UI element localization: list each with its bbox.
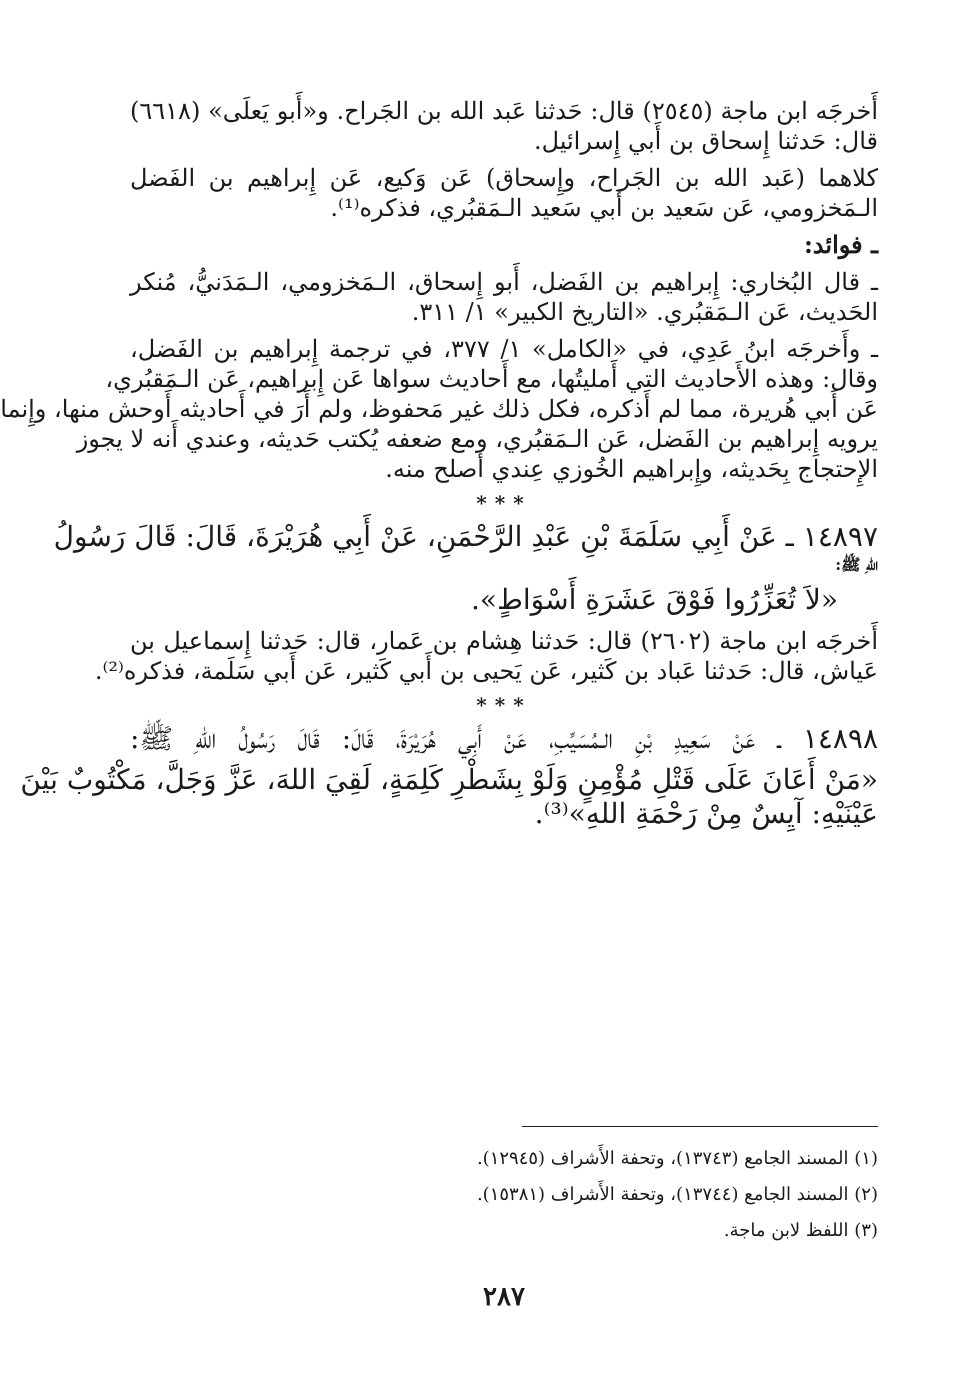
hadith-matn: «مَنْ أَعَانَ عَلَى قَتْلِ مُؤْمِنٍ وَلَوْ بِشَطْرِ كَلِمَةٍ، لَقِيَ اللهَ، عَزَّ وَجَلَّ، مَكْتُوبٌ بَيْنَ: [20, 763, 878, 796]
hadith-matn: «لاَ تُعَزِّرُوا فَوْقَ عَشَرَةِ أَسْوَاطٍ».: [470, 583, 838, 616]
section-heading-fawaid: ـ فوائد:: [803, 230, 878, 259]
hadith-number: ١٤٨٩٧: [802, 520, 878, 553]
body-line: عَن أَبي هُريرة، مما لم أَذكره، فكل ذلك غير مَحفوظ، ولم أَرَ في أَحاديثه أَوحش منها، وإِنما: [0, 395, 878, 423]
section-divider: ***: [476, 693, 532, 717]
hadith-matn: عَيْنَيْهِ: آيِسٌ مِنْ رَحْمَةِ اللهِ»⁽³⁾.: [534, 797, 878, 830]
hadith-isnad: ـ عَنْ سَعِيدِ بْنِ الـمُسَيِّبِ، عَنْ أَبِي هُرَيْرَةَ، قَالَ: قَالَ رَسُولُ اللهِ ﷺ:: [130, 722, 781, 755]
body-line: قال: حَدثنا إِسحاق بن أَبي إِسرائيل.: [533, 127, 878, 155]
page-body: [0, 96, 879, 831]
hadith-isnad-continuation: اللهِ ﷺ:: [835, 555, 878, 574]
takhrij-line: عَياش، قال: حَدثنا عَباد بن كَثير، عَن يَحيى بن أَبي كَثير، عَن أَبي سَلَمة، فذكره⁽²⁾.: [94, 657, 878, 685]
hadith-number: ١٤٨٩٨: [802, 722, 879, 755]
hadith-isnad: ـ عَنْ أَبِي سَلَمَةَ بْنِ عَبْدِ الرَّحْمَنِ، عَنْ أَبِي هُرَيْرَةَ، قَالَ: قَالَ رَسُولُ: [53, 520, 794, 553]
footnote-separator: [522, 1126, 878, 1127]
body-line: ـ قال البُخاري: إِبراهيم بن الفَضل، أَبو إِسحاق، الـمَخزومي، الـمَدَنيُّ، مُنكر: [130, 268, 879, 296]
body-line: كلاهما (عَبد الله بن الجَراح، وإِسحاق) عَن وَكيع، عَن إِبراهيم بن الفَضل: [130, 164, 878, 192]
footnotes: [130, 1126, 878, 1255]
footnote: (٣) اللفظ لابن ماجة.: [723, 1220, 878, 1241]
footnote: (٢) المسند الجامع (١٣٧٤٤)، وتحفة الأَشراف (١٥٣٨١).: [476, 1184, 878, 1205]
takhrij-line: أَخرجَه ابن ماجة (٢٦٠٢) قال: حَدثنا هِشام بن عَمار، قال: حَدثنا إِسماعيل بن: [130, 627, 878, 655]
body-line: ـ وأَخرجَه ابنُ عَدِي، في «الكامل» ١/ ٣٧٧، في ترجمة إِبراهيم بن الفَضل،: [130, 335, 878, 363]
hadith-heading: [53, 520, 878, 554]
section-divider: ***: [476, 491, 532, 515]
body-line: أَخرجَه ابن ماجة (٢٥٤٥) قال: حَدثنا عَبد الله بن الجَراح. و«أَبو يَعلَى» (٦٦١٨): [130, 97, 878, 125]
body-line: الـمَخزومي، عَن سَعيد بن أَبي سَعيد الـمَقبُري، فذكره⁽¹⁾.: [330, 194, 878, 222]
hadith-heading: [130, 722, 878, 756]
page-number: ٢٨٧: [483, 1282, 525, 1312]
body-line: الإِحتجاج بِحَديثه، وإِبراهيم الخُوزي عِندي أَصلح منه.: [385, 455, 878, 483]
body-line: وقال: وهذه الأَحاديث التي أَمليتُها، مع أَحاديث سواها عَن إِبراهيم، عَن الـمَقبُري،: [105, 365, 878, 393]
footnote: (١) المسند الجامع (١٣٧٤٣)، وتحفة الأَشراف (١٢٩٤٥).: [476, 1148, 878, 1169]
body-line: الحَديث، عَن الـمَقبُري. «التاريخ الكبير» ١/ ٣١١.: [411, 298, 878, 326]
body-line: يرويه إِبراهيم بن الفَضل، عَن الـمَقبُري، ومع ضعفه يُكتب حَديثه، وعندي أَنه لا يجوز: [76, 425, 878, 453]
